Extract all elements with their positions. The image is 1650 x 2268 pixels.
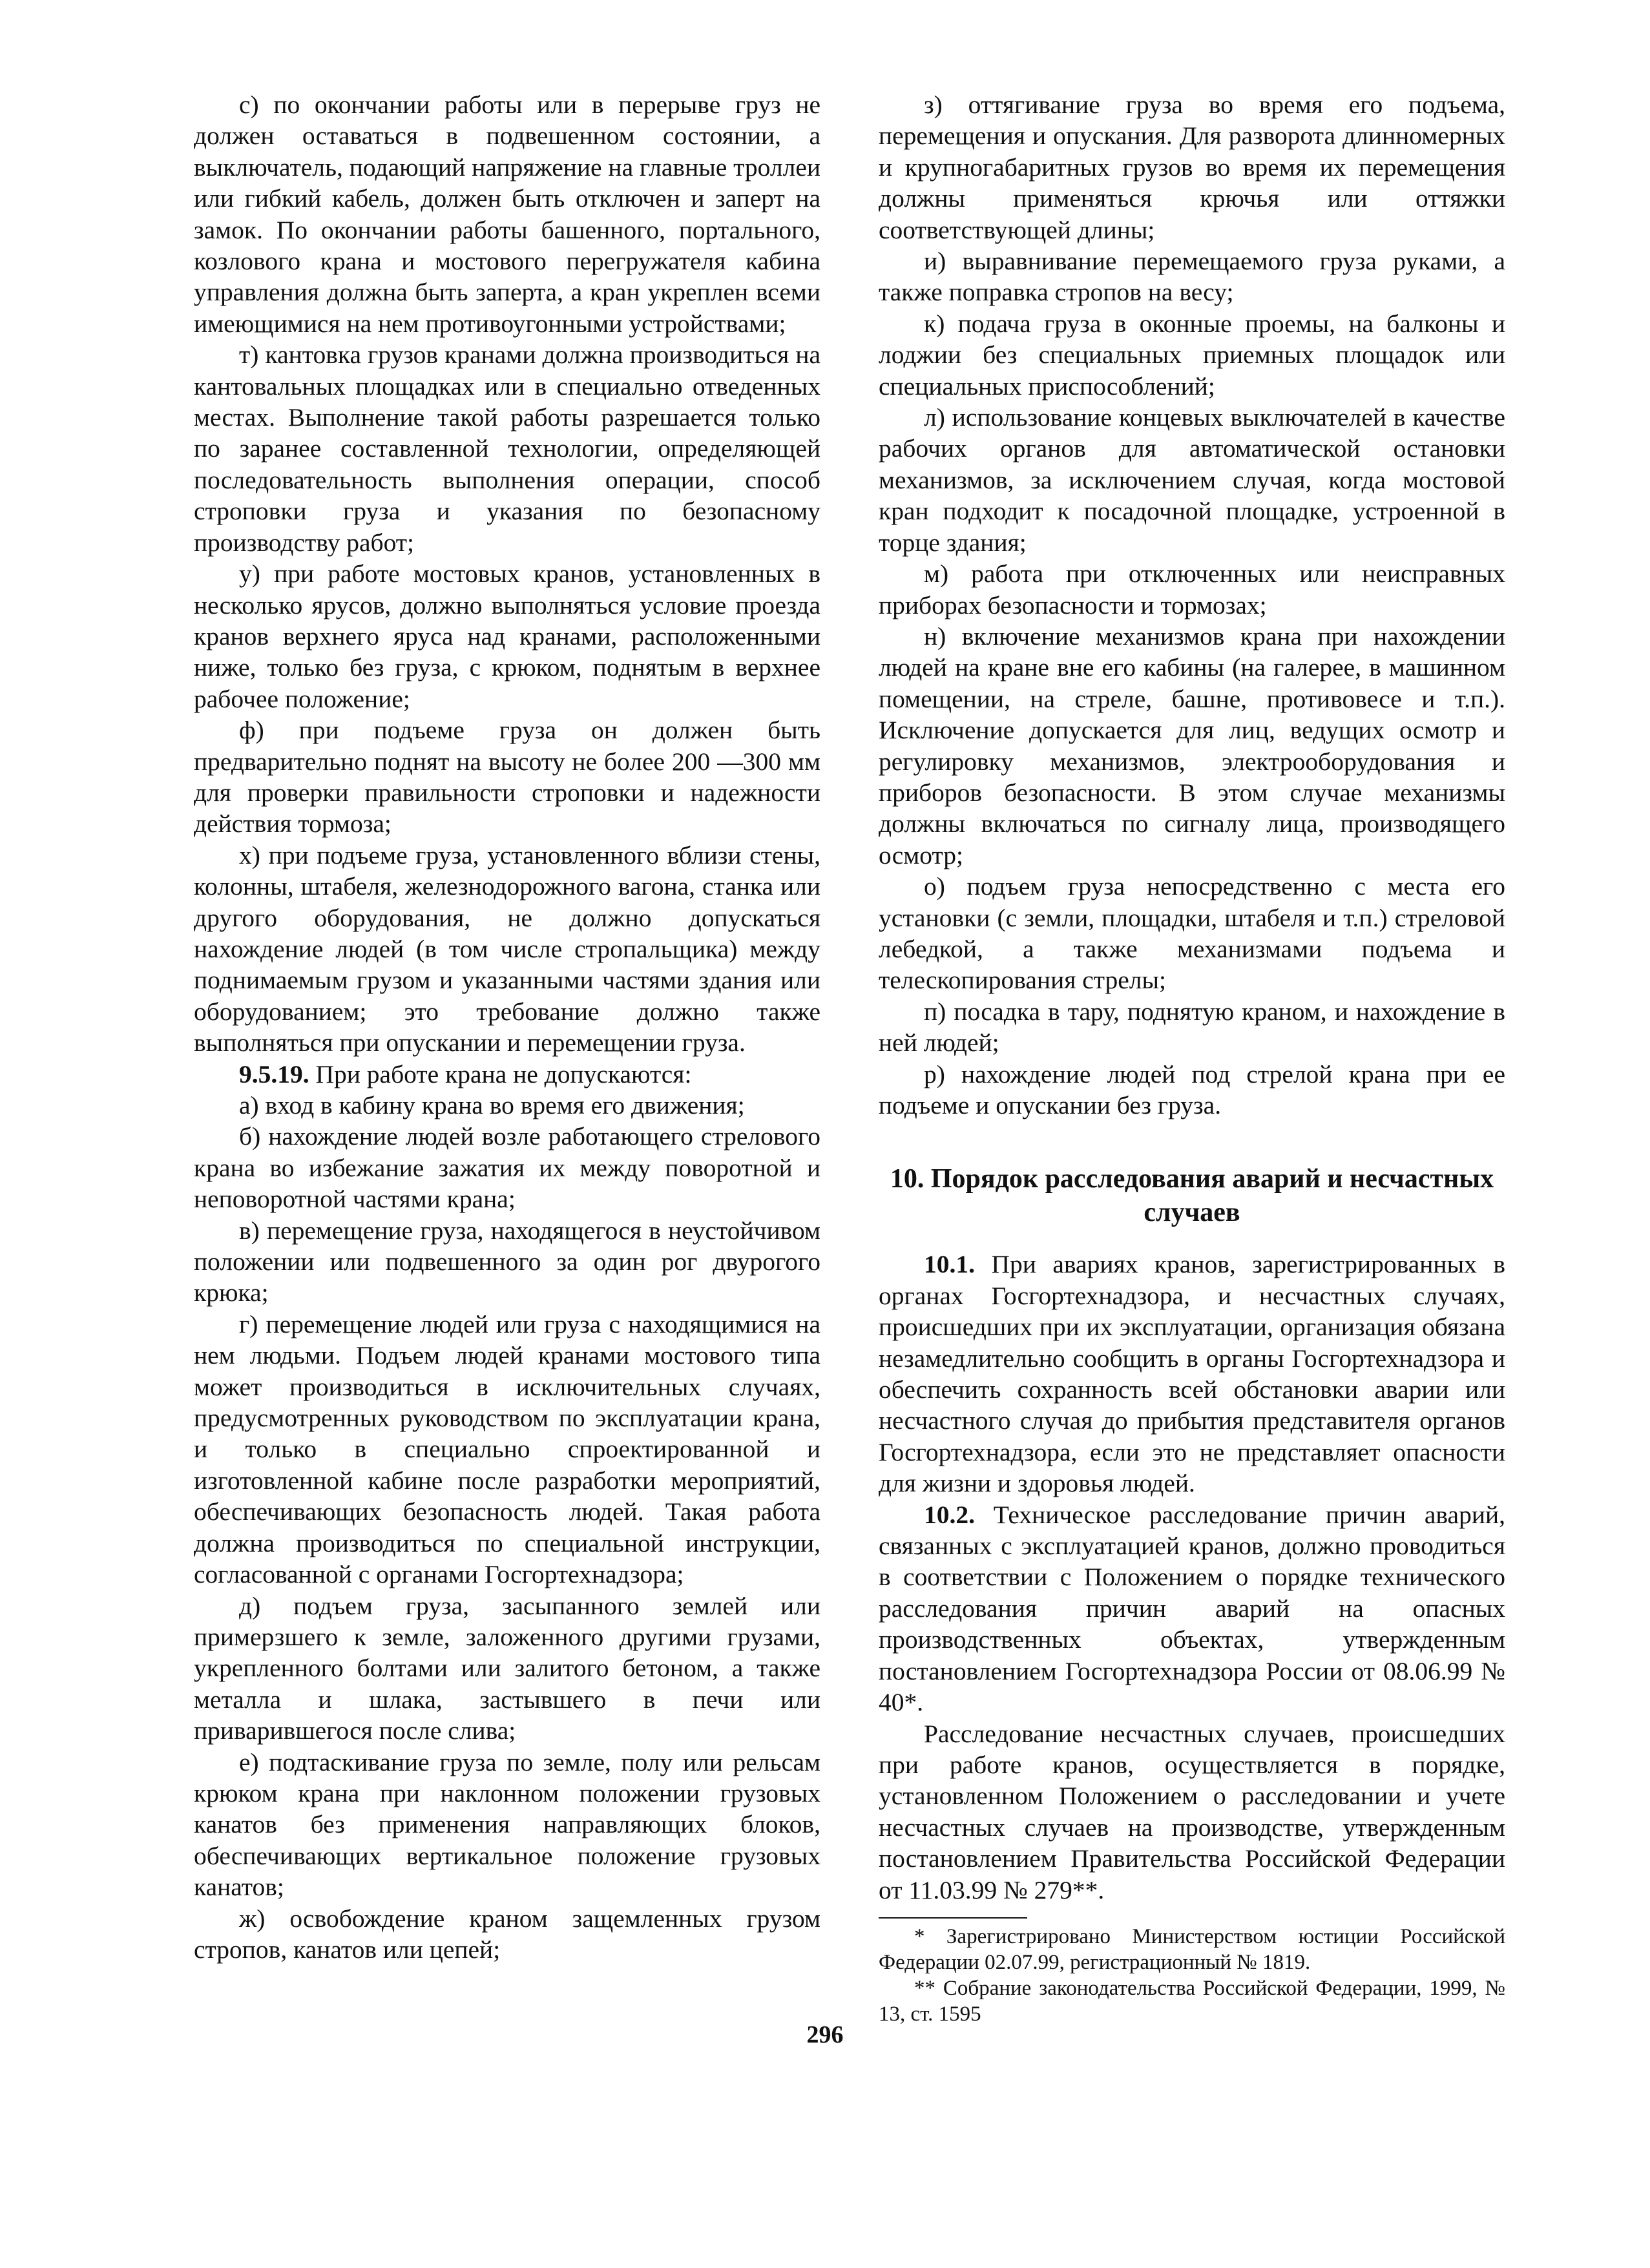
- footnote-1: * Зарегистрировано Министерством юстиции Российской Федерации 02.07.99, регистрационный № 1819.: [879, 1924, 1505, 1974]
- paragraph-t: т) кантовка грузов кранами должна производиться на кантовальных площадках или в специально отведенных местах. Выполнение такой работы разрешается только по заранее составленной технологии, определяющей последовательность выполнения операции, способ строповки груза и указания по безопасному производству работ;: [194, 340, 820, 557]
- paragraph-s: с) по окончании работы или в перерыве груз не должен оставаться в подвешенном состоянии, а выключатель, подающий напряжение на главные троллеи или гибкий кабель, должен быть отключен и заперт на замок. По окончании работы башенного, портального, козлового крана и мостового перегружателя кабина управления должна быть заперта, а кран укреплен всеми имеющимися на нем противоугонными устройствами;: [194, 90, 820, 338]
- page-number: 296: [806, 2021, 844, 2048]
- paragraph-investigation: Расследование несчастных случаев, происшедших при работе кранов, осуществляется в порядке, установленном Положением о расследовании и учете несчастных случаев на производстве, утвержденным постановлением Правительства Российской Федерации от 11.03.99 № 279**.: [879, 1719, 1505, 1904]
- clause-number: 10.2.: [924, 1500, 975, 1529]
- paragraph-kh: х) при подъеме груза, установленного вблизи стены, колонны, штабеля, железнодорожного вагона, станка или другого оборудования, не должно допускаться нахождение людей (в том числе стропальщика) между поднимаемым грузом и указанными частями здания или оборудованием; это требование должно также выполняться при опускании и перемещении груза.: [194, 840, 820, 1057]
- clause-number: 9.5.19.: [239, 1059, 309, 1088]
- item-p: п) посадка в тару, поднятую краном, и нахождение в ней людей;: [879, 997, 1505, 1057]
- left-column: [194, 89, 820, 1965]
- item-k: к) подача груза в оконные проемы, на балконы и лоджии без специальных приемных площадок или специальных приспособлений;: [879, 309, 1505, 401]
- clause-10-1: [879, 1249, 1505, 1499]
- paragraph-u: у) при работе мостовых кранов, установленных в несколько ярусов, должно выполняться условие проезда кранов верхнего яруса над кранами, расположенными ниже, только без груза, с крюком, поднятым в верхнее рабочее положение;: [194, 559, 820, 713]
- clause-number: 10.1.: [924, 1250, 975, 1279]
- item-e: е) подтаскивание груза по земле, полу или рельсам крюком крана при наклонном положении грузовых канатов без применения направляющих блоков, обеспечивающих вертикальное положение грузовых канатов;: [194, 1747, 820, 1902]
- paragraph-f: ф) при подъеме груза он должен быть предварительно поднят на высоту не более 200 —300 мм для проверки правильности строповки и надежности действия тормоза;: [194, 716, 820, 838]
- item-l: л) использование концевых выключателей в качестве рабочих органов для автоматической остановки механизмов, за исключением случая, когда мостовой кран подходит к посадочной площадке, устроенной в торце здания;: [879, 403, 1505, 557]
- footnote-2: ** Собрание законодательства Российской Федерации, 1999, № 13, ст. 1595: [879, 1976, 1505, 2026]
- footnote-divider: [879, 1917, 1027, 1919]
- item-zh: ж) освобождение краном защемленных грузом стропов, канатов или цепей;: [194, 1904, 820, 1964]
- clause-text: Техническое расследование причин аварий, связанных с эксплуатацией кранов, должно проводиться в соответствии с Положением о порядке технического расследования причин аварий на опасных производственных объектах, утвержденным постановлением Госгортехнадзора России от 08.06.99 № 40*.: [879, 1500, 1505, 1717]
- item-d: д) подъем груза, засыпанного землей или примерзшего к земле, заложенного другими грузами, укрепленного болтами или залитого бетоном, а также металла и шлака, застывшего в печи или приварившегося после слива;: [194, 1591, 820, 1745]
- item-m: м) работа при отключенных или неисправных приборах безопасности и тормозах;: [879, 559, 1505, 619]
- item-z: з) оттягивание груза во время его подъема, перемещения и опускания. Для разворота длинномерных и крупногабаритных грузов во время их перемещения должны применяться крючья или оттяжки соответствующей длины;: [879, 90, 1505, 244]
- clause-text: При работе крана не допускаются:: [309, 1059, 692, 1088]
- right-column: [879, 89, 1505, 2027]
- item-o: о) подъем груза непосредственно с места его установки (с земли, площадки, штабеля и т.п.) стреловой лебедкой, а также механизмами подъема и телескопирования стрелы;: [879, 872, 1505, 995]
- item-v: в) перемещение груза, находящегося в неустойчивом положении или подвешенного за один рог двурогого крюка;: [194, 1216, 820, 1307]
- section-heading: 10. Порядок расследования аварий и несчастных случаев: [890, 1164, 1494, 1228]
- item-g: г) перемещение людей или груза с находящимися на нем людьми. Подъем людей кранами мостового типа может производиться в исключительных случаях, предусмотренных руководством по эксплуатации крана, и только в специально спроектированной и изготовленной кабине после разработки мероприятий, обеспечивающих безопасность людей. Такая работа должна производиться по специальной инструкции, согласованной с органами Госгортехнадзора;: [194, 1309, 820, 1589]
- item-r: р) нахождение людей под стрелой крана при ее подъеме и опускании без груза.: [879, 1059, 1505, 1119]
- item-i: и) выравнивание перемещаемого груза руками, а также поправка стропов на весу;: [879, 247, 1505, 307]
- item-n: н) включение механизмов крана при нахождении людей на кране вне его кабины (на галерее, в машинном помещении, на стреле, башне, противовесе и т.п.). Исключение допускается для лиц, ведущих осмотр и регулировку механизмов, электрооборудования и приборов безопасности. В этом случае механизмы должны включаться по сигналу лица, производящего осмотр;: [879, 621, 1505, 869]
- clause-text: При авариях кранов, зарегистрированных в органах Госгортехнадзора, и несчастных случаях, происшедших при их эксплуатации, организация обязана незамедлительно сообщить в органы Госгортехнадзора и обеспечить сохранность всей обстановки аварии или несчастного случая до прибытия представителя органов Госгортехнадзора, если это не представляет опасности для жизни и здоровья людей.: [879, 1250, 1505, 1498]
- clause-9-5-19: [194, 1059, 820, 1090]
- item-b: б) нахождение людей возле работающего стрелового крана во избежание зажатия их между поворотной и неповоротной частями крана;: [194, 1122, 820, 1214]
- item-a: а) вход в кабину крана во время его движения;: [239, 1091, 745, 1119]
- clause-10-2: [879, 1499, 1505, 1718]
